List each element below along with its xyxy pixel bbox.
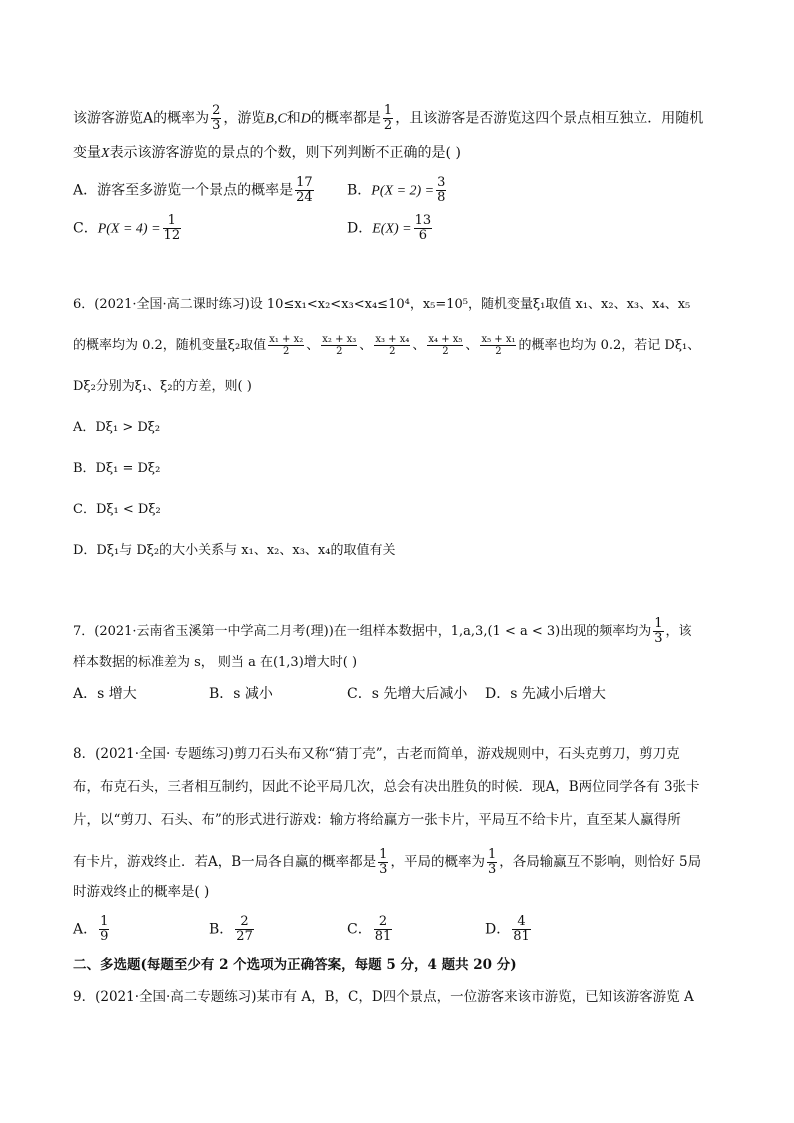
fraction [211,104,221,133]
fraction-num: 17 [296,175,313,190]
fraction-den: 3 [654,631,663,646]
q8-line-4 [73,848,701,877]
option-label: D． [485,921,511,938]
option-label: B． [347,182,372,199]
q7-option-c: C．s 先增大后减小 [347,686,468,702]
q8-text: ，各局输赢互不影响，则恰好 5局 [499,854,702,870]
fraction-num: 3 [437,175,446,190]
option-expr: E(X) = [372,221,412,237]
q6-option-a: A．Dξ₁ > Dξ₂ [73,420,161,435]
fraction-den: 2 [383,118,393,133]
fraction-num: 1 [487,847,497,862]
fraction-num: x₃ + x₄ [375,334,410,345]
q7-text: 7．(2021·云南省玉溪第一中学高二月考(理))在一组样本数据中，1,a,3,(1 < a < 3)出现的频率均为 [73,624,652,639]
fraction [374,334,410,357]
q5-option-b [347,176,448,205]
q7-text: ，该 [665,624,692,639]
fraction-den: 2 [389,346,396,357]
q5-text: 的概率都是 [310,110,381,127]
q8-option-c [347,915,394,944]
q5-text: 变量 [73,145,101,161]
fraction-num: 2 [374,915,393,930]
q5-text: 和 [286,110,301,127]
q6-line-1: 6．(2021·全国·高二课时练习)设 10≤x₁<x₂<x₃<x₄≤10⁴，x₅=10⁵，随机变量ξ₁取值 x₁、x₂、x₃、x₄、x₅ [73,297,691,312]
q6-sep: 、 [306,338,320,353]
fraction-num: x₂ + x₃ [322,334,357,345]
fraction-den: 3 [487,862,497,877]
fraction-num: 4 [512,915,531,930]
fraction [295,176,314,205]
fraction-den: 24 [296,190,313,205]
fraction-den: 8 [437,190,446,205]
fraction-den: 81 [374,929,392,944]
q6-text: 的概率也均为 0.2，若记 Dξ₁、 [518,338,701,353]
option-label: A． [73,921,98,938]
fraction-num: 1 [654,616,663,631]
q6-text: 的概率均为 0.2，随机变量ξ₂取值 [73,338,267,353]
q5-line-1 [73,104,703,133]
fraction [321,334,357,357]
q8-option-d [485,915,533,944]
fraction [427,334,463,357]
option-expr: P(X = 4) = [97,221,161,237]
q7-line-2: 样本数据的标准差为 s， 则当 a 在(1,3)增大时( ) [73,655,358,670]
option-label: A．游客至多游览一个景点的概率是 [73,182,294,199]
q7-option-a: A．s 增大 [73,686,137,702]
fraction [512,915,531,944]
q7-option-b: B．s 减小 [209,686,273,702]
fraction [383,104,393,133]
fraction-den: 27 [236,929,253,944]
fraction-den: 2 [336,346,343,357]
q5-text: ，且该游客是否游览这四个景点相互独立．用随机 [395,110,704,127]
fraction-den: 12 [163,228,181,243]
q8-text: 有卡片，游戏终止．若A，B一局各自赢的概率都是 [73,854,377,870]
q8-line-1: 8．(2021·全国· 专题练习)剪刀石头布又称“猜丁壳”，古老而简单，游戏规则中，石头克剪刀，剪刀克 [73,746,680,762]
fraction-num: 2 [212,103,221,118]
fraction [163,214,182,243]
section-heading: 二、多选题(每题至少有 2 个选项为正确答案，每题 5 分，4 题共 20 分) [73,957,517,973]
q8-option-a [73,915,111,944]
fraction-den: 6 [418,228,428,243]
fraction-num: 2 [235,915,254,930]
q5-text: ，游览 [223,110,266,127]
fraction-den: 9 [100,929,109,944]
fraction [487,848,497,877]
q5-line-2 [73,143,461,164]
fraction [268,334,304,357]
option-expr: P(X = 2) = [371,183,435,199]
q8-option-b [209,915,256,944]
q8-line-5: 时游戏终止的概率是( ) [73,884,210,900]
fraction-den: 81 [513,929,530,944]
q5-text: 该游客游览A的概率为 [73,110,210,127]
q8-line-2: 布，布克石头，三者相互制约，因此不论平局几次，总会有决出胜负的时候．现A，B两位同学各有 3张卡 [73,779,700,795]
fraction-num: x₁ + x₂ [269,334,304,345]
q6-line-2 [73,334,700,357]
fraction [414,214,433,243]
fraction [374,915,393,944]
q5-var: D [300,111,311,127]
fraction [480,334,516,357]
fraction-num: 1 [163,214,182,229]
fraction-den: 2 [442,346,449,357]
option-label: B． [209,921,234,938]
q7-option-d: D．s 先减小后增大 [485,686,606,702]
q6-option-d: D．Dξ₁与 Dξ₂的大小关系与 x₁、x₂、x₃、x₄的取值有关 [73,543,396,558]
q6-option-c: C．Dξ₁ < Dξ₂ [73,502,161,517]
fraction [99,915,109,944]
q5-option-a [73,176,316,205]
q5-option-d [347,214,434,243]
q5-text: 表示该游客游览的景点的个数，则下列判断不正确的是( ) [109,145,461,161]
q5-option-c [73,214,183,243]
q8-line-3: 片，以“剪刀、石头、布”的形式进行游戏：输方将给赢方一张卡片，平局互不给卡片，直至某人赢得所 [73,812,681,828]
fraction-num: x₅ + x₁ [481,334,516,345]
fraction-num: 1 [100,914,109,929]
q6-sep: 、 [412,338,426,353]
option-label: C． [347,921,372,938]
q5-var: X [101,146,110,161]
fraction-num: 1 [383,103,393,118]
fraction [436,176,446,205]
fraction-num: 1 [379,847,388,862]
fraction-num: x₄ + x₅ [428,334,463,345]
option-label: D． [347,220,373,237]
q6-line-3: Dξ₂分别为ξ₁、ξ₂的方差，则( ) [73,379,252,394]
fraction-den: 3 [379,862,388,877]
fraction [378,848,388,877]
fraction-den: 3 [212,118,221,133]
option-label: C． [73,220,98,237]
fraction-den: 2 [283,346,290,357]
fraction [235,915,254,944]
q6-sep: 、 [359,338,373,353]
fraction-den: 2 [495,346,502,357]
q6-sep: 、 [465,338,479,353]
fraction-num: 13 [414,213,432,228]
q7-line-1 [73,617,692,646]
q9-line-1: 9．(2021·全国·高二专题练习)某市有 A，B，C，D四个景点，一位游客来该市游览，已知该游客游览 A [73,989,694,1005]
q8-text: ，平局的概率为 [390,854,485,870]
q6-option-b: B．Dξ₁ = Dξ₂ [73,461,161,476]
fraction [653,617,663,646]
q5-var: B,C [265,111,287,127]
